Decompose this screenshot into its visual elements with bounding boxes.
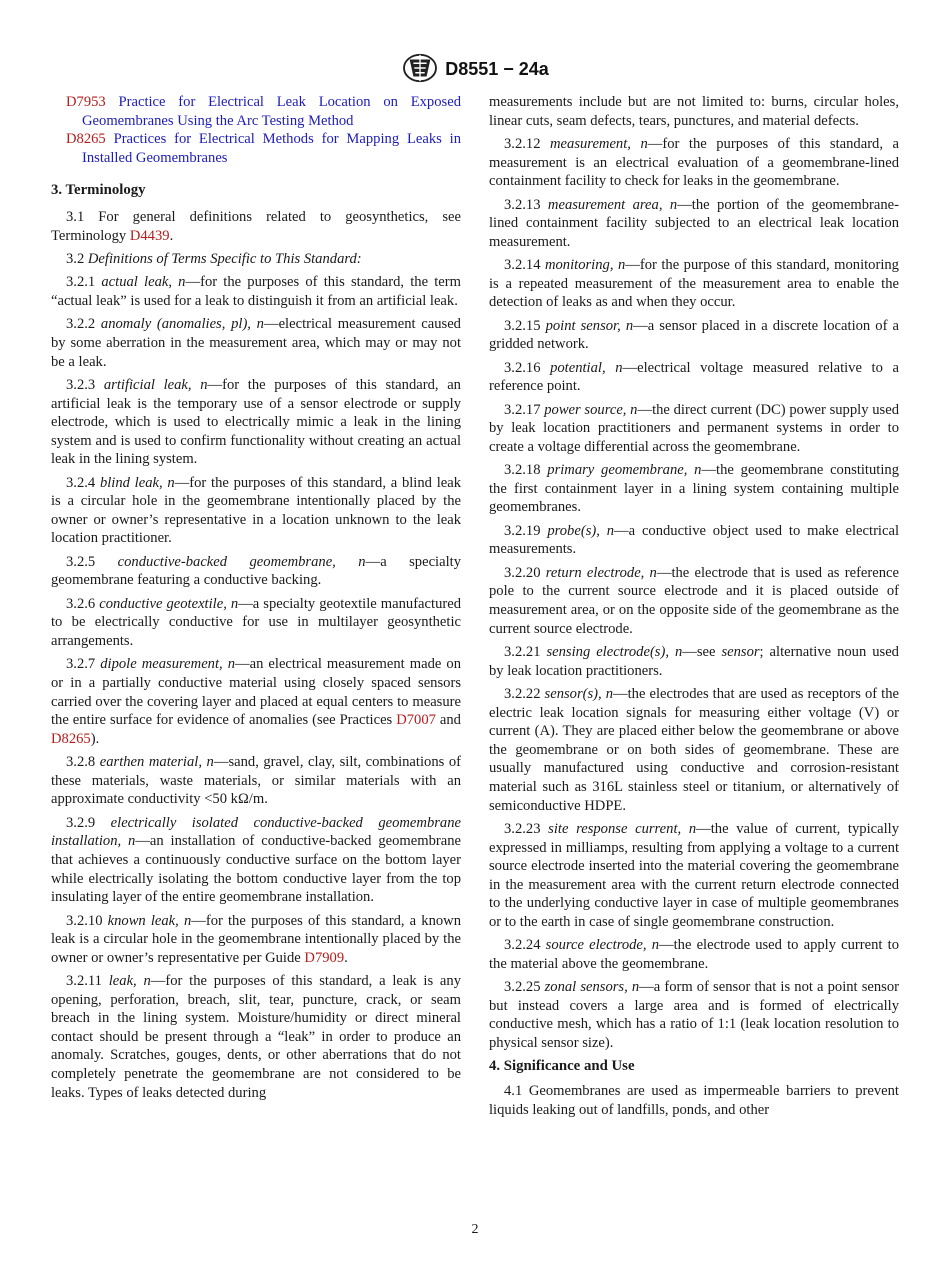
term-definition: —the electrode that is used as reference pole to the current source electrode and it is placed outside of measurement area, or on the opposite side of the geomembrane as the current source electrode. <box>489 564 899 637</box>
term-definition: —the portion of the geomembrane-lined containment facility subjected to an electrical leak location measurement. <box>489 196 899 250</box>
paragraph-text: 3.1 For general definitions related to geosynthetics, see Terminology <box>51 208 461 244</box>
reference-entry <box>51 130 461 167</box>
definition <box>51 655 461 748</box>
term-definition: —sand, gravel, clay, silt, combinations of these materials, waste materials, or similar materials with an approximate conductivity <50 kΩ/m. <box>51 754 462 808</box>
definition <box>489 978 899 1052</box>
term-number: 3.2.25 <box>504 979 541 996</box>
term-definition: —for the purposes of this standard, a known leak is a circular hole in the geomembrane intentionally placed by the owner or owner’s representative per Guide <box>51 912 462 966</box>
term: electrically isolated conductive-backed geomembrane installation, n <box>51 814 462 850</box>
term-definition: —an installation of conductive-backed geomembrane that achieves a continuously conductive surface on the bottom layer while electrically isolating the bottom conductive layer from the top insulating layer of the entire geomembrane installation. <box>51 833 462 906</box>
term-number: 3.2.14 <box>504 257 541 274</box>
definition <box>489 461 899 517</box>
reference-code[interactable]: D8265 <box>66 131 106 148</box>
paragraph-text: . <box>169 227 174 244</box>
term-number: 3.2.5 <box>66 553 96 570</box>
term-number: 3.2.22 <box>504 685 541 702</box>
term: sensing electrode(s), n <box>546 644 683 660</box>
standard-link[interactable]: D7909 <box>304 949 345 966</box>
definition <box>51 595 461 651</box>
definition <box>489 522 899 559</box>
definition <box>51 273 461 310</box>
definition <box>51 753 461 809</box>
cross-reference-term: sensor <box>721 644 760 660</box>
term-number: 3.2.18 <box>504 462 541 479</box>
definition <box>489 401 899 457</box>
term-number: 3.2.16 <box>504 359 541 376</box>
term-number: 3.2.24 <box>504 937 541 954</box>
definition <box>51 553 461 590</box>
term: blind leak, n <box>99 474 175 491</box>
term-number: 3.2.8 <box>66 754 96 771</box>
term: artificial leak, n <box>103 376 208 393</box>
term: potential, n <box>550 359 623 376</box>
term: known leak, n <box>107 912 192 929</box>
term-number: 3.2.20 <box>504 564 541 581</box>
term-definition: —a specialty geotextile manufactured to be electrically conductive for use in multilayer geosynthetic arrangements. <box>51 595 462 650</box>
term: dipole measurement, n <box>100 656 236 673</box>
term-number: 3.2.10 <box>66 912 103 929</box>
term-definition: —see <box>682 644 722 660</box>
term-definition: —for the purposes of this standard, a leak is any opening, perforation, breach, slit, tear, puncture, crack, or seam breach in the lining system. Moisture/humidity or direct mineral contact should be present through a “leak” in order to produce an anomaly. Scratches, gouges, dents, or other aberrations that do not completely penetrate the geomembrane are not considered to be leaks. Types of leaks detected during <box>51 973 461 1101</box>
definition <box>489 256 899 312</box>
term-number: 3.2.23 <box>504 820 541 837</box>
term: zonal sensors, n <box>544 979 640 996</box>
standard-link[interactable]: D4439 <box>129 227 170 244</box>
term: point sensor, n <box>545 317 634 334</box>
right-column <box>489 93 899 1124</box>
reference-title[interactable]: Practices for Electrical Methods for Mapping Leaks in Installed Geomembranes <box>82 131 461 166</box>
reference-title[interactable]: Practice for Electrical Leak Location on Exposed Geomembranes Using the Arc Testing Method <box>82 94 461 129</box>
term: earthen material, n <box>99 754 214 771</box>
term-number: 3.2.19 <box>504 522 541 539</box>
term-definition: —electrical voltage measured relative to a reference point. <box>489 359 899 395</box>
standard-designation: D8551 − 24a <box>445 58 549 79</box>
term: conductive-backed geomembrane, n <box>117 553 366 570</box>
term: measurement area, n <box>547 196 678 213</box>
definition <box>51 912 461 968</box>
term-number: 3.2.15 <box>504 317 541 334</box>
term-definition: ; alternative noun used by leak location practitioners. <box>489 644 899 679</box>
definition <box>51 376 461 469</box>
paragraph: 4.1 Geomembranes are used as impermeable barriers to prevent liquids leaking out of landfills, ponds, and other <box>489 1083 899 1118</box>
page-header <box>0 50 950 86</box>
definition <box>489 564 899 638</box>
term-definition: —an electrical measurement made on or in a partially conductive material using closely spaced sensors carried over the covering layer and placed at equal centers to measure the entire surface for evidence of anomalies (see Practices <box>51 656 461 729</box>
term: source electrode, n <box>545 937 659 954</box>
standard-link[interactable]: D7007 <box>396 712 436 729</box>
term: site response current, n <box>548 820 697 837</box>
term-number: 3.2.21 <box>504 644 541 660</box>
term-number: 3.2.3 <box>66 376 96 393</box>
term: power source, n <box>544 401 638 418</box>
term-definition: . <box>344 949 348 966</box>
term-definition: —for the purpose of this standard, monitoring is a repeated measurement of the measurement area to enable the detection of leaks as and when they occur. <box>489 257 899 311</box>
definition <box>489 820 899 932</box>
term: actual leak, n <box>101 274 186 291</box>
term-definition: —a specialty geomembrane featuring a conductive backing. <box>51 553 461 589</box>
term-definition: —for the purposes of this standard, an artificial leak is the temporary use of a sensor electrode or supply electrode, which is used to electrically mimic a leak in the lining system and is used to confirm functionality without creating an actual leak in the lining system. <box>51 376 461 468</box>
reference-entry <box>51 93 461 130</box>
term: primary geomembrane, n <box>547 462 702 479</box>
definition <box>51 474 461 548</box>
term-number: 3.2.7 <box>66 656 96 673</box>
definition <box>489 135 899 191</box>
section-heading: 4. Significance and Use <box>489 1058 635 1075</box>
term-definition: —the direct current (DC) power supply used by leak location practitioners and permanent systems in order to create a voltage differential across the geomembrane. <box>489 401 899 455</box>
term-definition: —for the purposes of this standard, a measurement is an electrical evaluation of a geomembrane-lined containment facility to check for leaks in the geomembrane. <box>489 135 900 190</box>
term: anomaly (anomalies, pl), n <box>100 316 264 333</box>
definition <box>489 643 899 680</box>
definition <box>489 685 899 815</box>
term-number: 3.2.2 <box>66 316 96 333</box>
definition <box>489 359 899 396</box>
term-number: 3.2.1 <box>66 274 96 291</box>
definition <box>51 972 461 1102</box>
page-number: 2 <box>471 1222 479 1237</box>
term: measurement, n <box>550 135 648 152</box>
paragraph-continuation: measurements include but are not limited to: burns, circular holes, linear cuts, seam defects, tears, punctures, and material defects. <box>489 94 899 129</box>
term-number: 3.2.12 <box>504 135 541 152</box>
section-heading: 3. Terminology <box>51 182 146 199</box>
term: conductive geotextile, n <box>99 595 239 612</box>
subsection-title: Definitions of Terms Specific to This Standard: <box>87 250 362 267</box>
term-number: 3.2.11 <box>66 973 102 990</box>
term: leak, n <box>108 973 151 990</box>
term: sensor(s), n <box>544 685 614 702</box>
standard-link[interactable]: D8265 <box>51 730 91 747</box>
definition <box>51 814 461 907</box>
term-number: 3.2.13 <box>504 196 541 213</box>
term-definition: —the electrode used to apply current to the material above the geomembrane. <box>489 937 899 972</box>
definition <box>51 315 461 371</box>
definition <box>489 196 899 252</box>
term-definition: and <box>435 712 461 729</box>
term-number: 3.2.6 <box>66 595 96 612</box>
term: return electrode, n <box>545 564 657 581</box>
definition <box>489 936 899 973</box>
paragraph <box>51 208 461 245</box>
term-number: 3.2.17 <box>504 401 541 418</box>
term-definition: —for the purposes of this standard, the term “actual leak” is used for a leak to distinguish it from an artificial leak. <box>51 274 461 309</box>
term: monitoring, n <box>544 257 626 274</box>
reference-code[interactable]: D7953 <box>66 94 106 110</box>
term-definition: —the geomembrane constituting the first containment layer in a lining system containing multiple geomembranes. <box>489 462 899 516</box>
left-column <box>51 93 461 1107</box>
term-definition: —for the purposes of this standard, a blind leak is a circular hole in the geomembrane intentionally placed by the owner or owner’s representative in a location unknown to the leak location practitioner. <box>51 474 461 547</box>
astm-logo-icon <box>401 52 439 84</box>
term-definition: —a conductive object used to make electrical measurements. <box>489 522 899 558</box>
term-number: 3.2.4 <box>66 474 96 491</box>
term-definition: —a sensor placed in a discrete location of a gridded network. <box>489 317 899 353</box>
term-number: 3.2.9 <box>66 814 96 831</box>
term-definition: —the value of current, typically expressed in milliamps, resulting from applying a voltage to a current source electrode inserted into the material covering the geomembrane in the measurement area with the current return electrode connected to the underlying conductive layer in case of multiple geomembranes or to the earth in case of single geomembrane construction. <box>489 820 899 930</box>
term: probe(s), n <box>547 522 615 539</box>
term-definition: —the electrodes that are used as receptors of the electric leak location signals for measuring either voltage (V) or current (A). They are placed either below the geomembrane or above the geomembrane or on both sides of geomembrane. These are usually manufactured using conductive and corrosion-resistant material such as 316L stainless steel or titanium, or alternatively of semiconductive HDPE. <box>489 685 899 814</box>
term-definition: —electrical measurement caused by some aberration in the measurement area, which may or may not be a leak. <box>51 316 461 370</box>
term-definition: ). <box>90 730 100 747</box>
section-number: 3.2 <box>66 250 88 267</box>
paragraph <box>51 250 461 269</box>
term-definition: —a form of sensor that is not a point sensor but instead covers a large area and is formed of electrically conductive mesh, which has a ratio of 1:1 (leak location resolution to physical sensor size). <box>489 979 899 1052</box>
definition <box>489 317 899 354</box>
